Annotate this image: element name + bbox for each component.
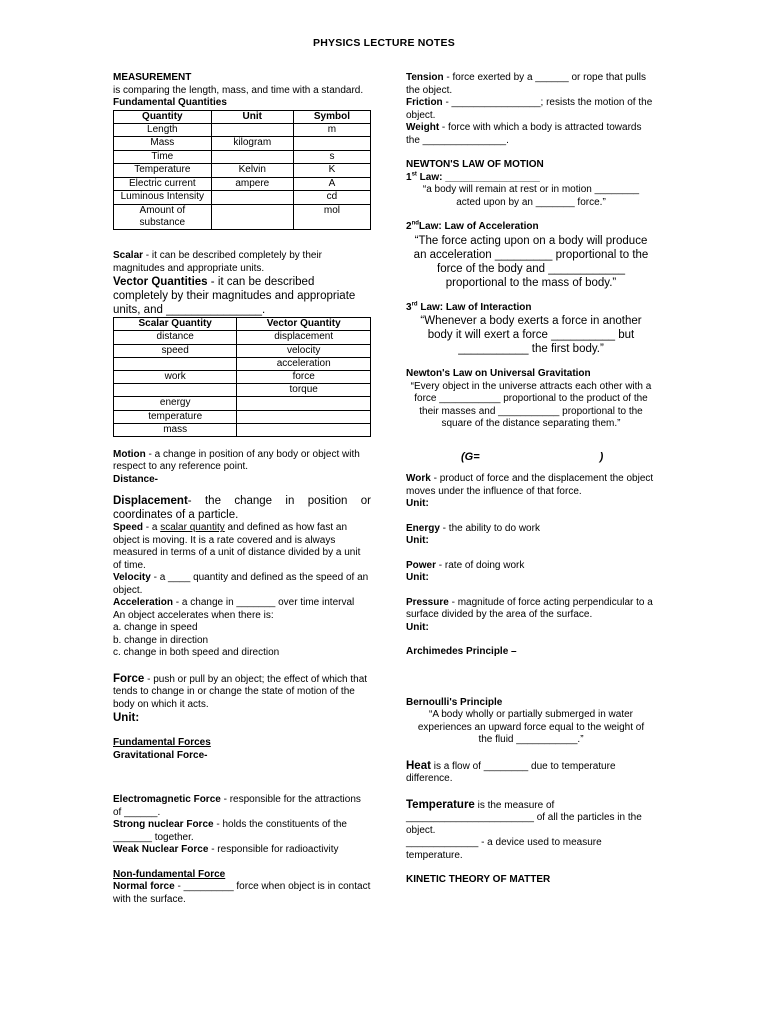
heat-definition: Heat is a flow of ________ due to temperature difference. <box>406 759 616 784</box>
weak-nuclear-force: Weak Nuclear Force - responsible for radioactivity <box>113 844 339 856</box>
vector-definition: Vector Quantities - it can be described completely by their magnitudes and appropriate units, and _______________. <box>113 276 356 317</box>
fundamental-quantities-table <box>113 110 371 231</box>
table-cell <box>114 357 237 370</box>
bernoulli-quote: “A body wholly or partially submerged in water experiences an upward force equal to the weight of the fluid ___________.” <box>417 709 645 745</box>
table-row <box>114 150 371 164</box>
table-cell: s <box>293 150 370 164</box>
third-law-quote: “Whenever a body exerts a force in another body it will exert a force __________ but ___________ the first body.” <box>420 315 642 355</box>
table-cell: m <box>293 123 370 137</box>
table-cell: velocity <box>237 344 371 357</box>
displacement-definition: Displacement- the change in position or coordinates of a particle. <box>113 495 371 522</box>
electromagnetic-force: Electromagnetic Force - responsible for the attractions of ______. <box>113 794 361 818</box>
non-fundamental-heading: Non-fundamental Force <box>113 868 226 880</box>
power-unit: Unit: <box>406 572 429 583</box>
scalar-definition: Scalar - it can be described completely by their magnitudes and appropriate units. <box>113 250 323 274</box>
table-cell <box>293 137 370 151</box>
archimedes-principle: Archimedes Principle – <box>406 646 517 657</box>
table-cell: Mass <box>114 137 212 151</box>
list-item: c. change in both speed and direction <box>113 647 280 659</box>
table-cell: speed <box>114 344 237 357</box>
table-cell: K <box>293 164 370 178</box>
measurement-heading: MEASUREMENT <box>113 72 192 83</box>
table-cell: Temperature <box>114 164 212 178</box>
column-header: Quantity <box>114 110 212 123</box>
fundamental-quantities-heading: Fundamental Quantities <box>113 97 227 108</box>
table-cell: mol <box>293 204 370 229</box>
energy-unit: Unit: <box>406 535 429 546</box>
second-law-heading: 2ndLaw: Law of Acceleration <box>406 220 539 232</box>
table-row <box>114 344 371 357</box>
page-title: PHYSICS LECTURE NOTES <box>313 37 455 49</box>
list-item: b. change in direction <box>113 634 209 646</box>
table-cell: A <box>293 177 370 191</box>
work-definition: Work - product of force and the displacement the object moves under the influence of that force. <box>406 473 654 497</box>
table-cell <box>114 384 237 397</box>
list-item: a. change in speed <box>113 622 198 634</box>
table-cell: work <box>114 370 237 383</box>
table-cell: Time <box>114 150 212 164</box>
second-law-quote: “The force acting upon on a body will produce an acceleration _________ proportional to the force of the body and ____________ proportional to the mass of body.” <box>413 234 649 289</box>
column-header: Vector Quantity <box>237 318 371 331</box>
pressure-unit: Unit: <box>406 621 429 633</box>
gravitational-force: Gravitational Force- <box>113 749 208 761</box>
pressure-definition: Pressure - magnitude of force acting perpendicular to a surface divided by the area of the surface. <box>406 596 653 620</box>
gravitation-quote: “Every object in the universe attracts each other with a force ___________ proportional to the product of the their masses and ___________ proportional to the square of the distance separating them.” <box>410 380 652 429</box>
acceleration-definition: Acceleration - a change in _______ over time interval <box>113 597 355 609</box>
table-cell <box>237 410 371 423</box>
measurement-text: is comparing the length, mass, and time with a standard. <box>113 84 364 96</box>
velocity-definition: Velocity - a ____ quantity and defined as the speed of an object. <box>113 572 369 596</box>
thermometer-definition: _____________ - a device used to measure temperature. <box>406 837 602 861</box>
table-cell <box>237 423 371 436</box>
table-cell: force <box>237 370 371 383</box>
table-row <box>114 410 371 423</box>
gravitation-formula: (G= ) <box>461 450 604 463</box>
table-row <box>114 384 371 397</box>
tension-definition: Tension - force exerted by a ______ or rope that pulls the object. <box>406 72 646 96</box>
fundamental-forces-heading: Fundamental Forces <box>113 737 211 749</box>
force-definition: Force - push or pull by an object; the effect of which that tends to change in or change the state of motion of the body on which it acts. <box>113 672 368 710</box>
column-header: Unit <box>211 110 293 123</box>
work-unit: Unit: <box>406 498 429 509</box>
table-row <box>114 137 371 151</box>
table-cell: distance <box>114 331 237 344</box>
temperature-definition: Temperature is the measure of _______________________ of all the particles in the object. <box>406 798 642 836</box>
motion-definition: Motion - a change in position of any body or object with respect to any reference point. <box>113 448 360 473</box>
kinetic-theory-heading: KINETIC THEORY OF MATTER <box>406 874 551 885</box>
table-header-row <box>114 318 371 331</box>
table-cell: mass <box>114 423 237 436</box>
table-row <box>114 423 371 436</box>
column-header: Scalar Quantity <box>114 318 237 331</box>
energy-definition: Energy - the ability to do work <box>406 522 540 534</box>
gravitation-heading: Newton's Law on Universal Gravitation <box>406 368 591 379</box>
table-cell <box>211 123 293 137</box>
table-row <box>114 370 371 383</box>
table-cell: Electric current <box>114 177 212 191</box>
table-cell <box>211 191 293 205</box>
table-cell: torque <box>237 384 371 397</box>
table-row <box>114 177 371 191</box>
first-law-heading: 1st Law: _________________ <box>406 171 540 183</box>
table-cell: energy <box>114 397 237 410</box>
power-definition: Power - rate of doing work <box>406 559 525 571</box>
first-law-quote: “a body will remain at rest or in motion ________ acted upon by an _______ force.” <box>422 184 640 208</box>
table-cell: temperature <box>114 410 237 423</box>
table-row <box>114 204 371 229</box>
bernoulli-heading: Bernoulli's Principle <box>406 696 503 708</box>
weight-definition: Weight - force with which a body is attracted towards the _______________. <box>406 122 642 146</box>
table-cell: acceleration <box>237 357 371 370</box>
table-cell <box>211 150 293 164</box>
scalar-vector-table <box>113 317 371 437</box>
table-header-row <box>114 110 371 123</box>
normal-force: Normal force - _________ force when object is in contact with the surface. <box>113 881 371 905</box>
strong-nuclear-force: Strong nuclear Force - holds the constituents of the _______ together. <box>113 819 347 843</box>
column-header: Symbol <box>293 110 370 123</box>
table-cell: Length <box>114 123 212 137</box>
distance-definition: Distance- <box>113 473 159 485</box>
right-column <box>406 72 656 887</box>
table-cell <box>237 397 371 410</box>
table-cell: cd <box>293 191 370 205</box>
table-row <box>114 164 371 178</box>
table-cell: kilogram <box>211 137 293 151</box>
table-cell <box>211 204 293 229</box>
left-column <box>113 72 371 906</box>
table-cell: Luminous Intensity <box>114 191 212 205</box>
acceleration-intro: An object accelerates when there is: <box>113 609 274 621</box>
table-row <box>114 123 371 137</box>
table-row <box>114 191 371 205</box>
table-row <box>114 357 371 370</box>
table-row <box>114 331 371 344</box>
table-cell: displacement <box>237 331 371 344</box>
third-law-heading: 3rd Law: Law of Interaction <box>406 301 532 313</box>
friction-definition: Friction - ________________; resists the motion of the object. <box>406 97 653 121</box>
table-cell: Kelvin <box>211 164 293 178</box>
table-cell: Amount of substance <box>114 204 212 229</box>
table-cell: ampere <box>211 177 293 191</box>
force-unit: Unit: <box>113 712 140 725</box>
speed-definition: Speed - a scalar quantity and defined as how fast an object is moving. It is a rate covered and is always measured in terms of a unit of distance divided by a unit of time. <box>113 522 361 571</box>
newton-laws-heading: NEWTON'S LAW OF MOTION <box>406 159 544 170</box>
table-row <box>114 397 371 410</box>
